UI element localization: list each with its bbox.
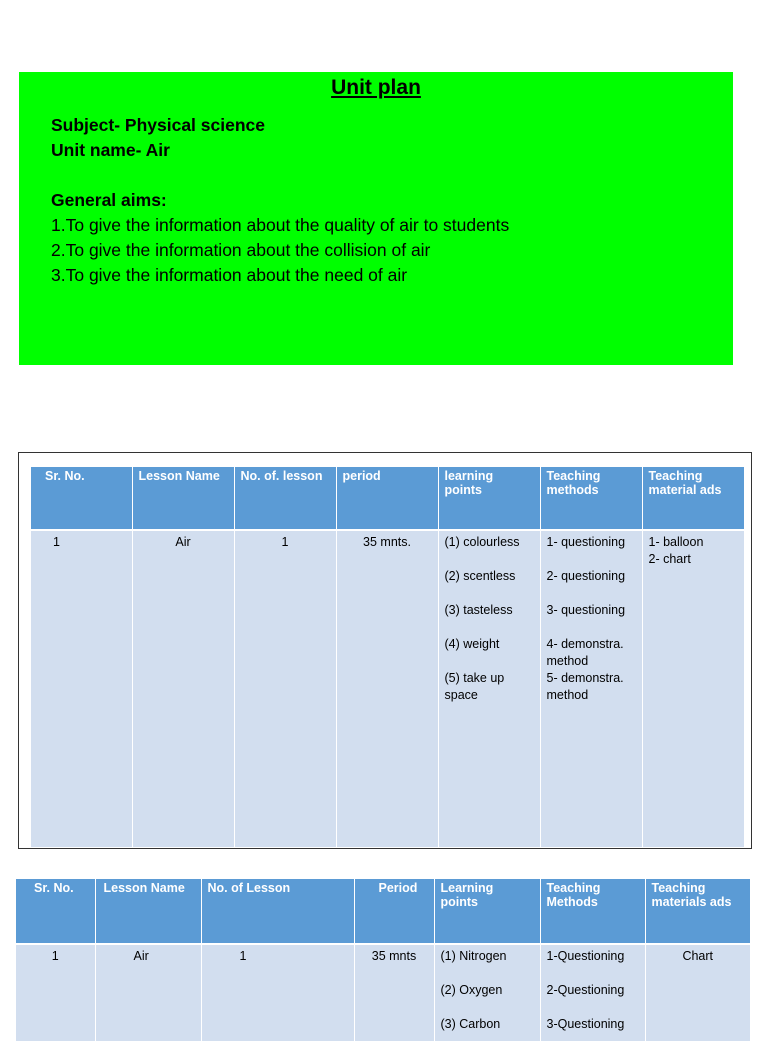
point-item: (5) take up space bbox=[444, 671, 505, 702]
method-item: 1-Questioning bbox=[546, 949, 625, 963]
header-cell: period bbox=[336, 467, 438, 530]
cell-lesson: Air bbox=[95, 944, 201, 1041]
method-item: 5- demonstra. method bbox=[546, 671, 624, 702]
cell-sr: 1 bbox=[16, 944, 95, 1041]
table-header-row bbox=[31, 467, 744, 530]
method-item: 2-Questioning bbox=[546, 983, 625, 997]
method-item: 1- questioning bbox=[546, 535, 626, 549]
header-cell: Sr. No. bbox=[16, 879, 95, 944]
table-header-row bbox=[16, 879, 750, 944]
aims-heading: General aims: bbox=[51, 190, 167, 210]
lesson-table-frame bbox=[18, 452, 752, 849]
method-item: 3-Questioning bbox=[546, 1017, 625, 1031]
method-item: 2- questioning bbox=[546, 569, 626, 583]
subject-line: Subject- Physical science bbox=[51, 115, 265, 135]
table-row bbox=[16, 944, 750, 1041]
point-item: (1) colourless bbox=[444, 535, 520, 549]
header-cell: Teaching material ads bbox=[642, 467, 744, 530]
header-cell: Teaching methods bbox=[540, 467, 642, 530]
cell-points bbox=[434, 944, 540, 1041]
point-item: (4) weight bbox=[444, 637, 500, 651]
aim-item: 2.To give the information about the collision of air bbox=[51, 240, 431, 260]
header-cell: Sr. No. bbox=[31, 467, 132, 530]
point-item: (1) Nitrogen bbox=[440, 949, 507, 963]
lesson-plan-table bbox=[31, 467, 744, 847]
cell-lesson: Air bbox=[132, 530, 234, 847]
header-cell: Lesson Name bbox=[132, 467, 234, 530]
cell-methods bbox=[540, 530, 642, 847]
cell-sr: 1 bbox=[31, 530, 132, 847]
cell-methods bbox=[540, 944, 645, 1041]
point-item: (2) Oxygen bbox=[440, 983, 503, 997]
unit-name-line: Unit name- Air bbox=[51, 140, 170, 160]
cell-num: 1 bbox=[201, 944, 354, 1041]
header-cell: Teaching Methods bbox=[540, 879, 645, 944]
point-item: (3) Carbon bbox=[440, 1017, 501, 1031]
cell-materials: Chart bbox=[645, 944, 750, 1041]
point-item: (3) tasteless bbox=[444, 603, 513, 617]
point-item: (2) scentless bbox=[444, 569, 516, 583]
unit-plan-title: Unit plan bbox=[331, 76, 421, 99]
lesson-plan-table-2 bbox=[16, 879, 750, 1041]
material-item: 1- balloon bbox=[648, 535, 704, 549]
cell-period: 35 mnts. bbox=[336, 530, 438, 847]
table-row bbox=[31, 530, 744, 847]
header-cell: Lesson Name bbox=[95, 879, 201, 944]
cell-num: 1 bbox=[234, 530, 336, 847]
header-cell: No. of Lesson bbox=[201, 879, 354, 944]
cell-period: 35 mnts bbox=[354, 944, 434, 1041]
header-cell: learning points bbox=[438, 467, 540, 530]
header-cell: Period bbox=[354, 879, 434, 944]
cell-materials bbox=[642, 530, 744, 847]
aim-item: 3.To give the information about the need of air bbox=[51, 265, 408, 285]
aim-item: 1.To give the information about the quality of air to students bbox=[51, 215, 510, 235]
header-cell: No. of. lesson bbox=[234, 467, 336, 530]
header-cell: Teaching materials ads bbox=[645, 879, 750, 944]
header-cell: Learning points bbox=[434, 879, 540, 944]
cell-points bbox=[438, 530, 540, 847]
material-item: 2- chart bbox=[648, 552, 691, 566]
unit-plan-panel bbox=[19, 72, 733, 365]
method-item: 4- demonstra. method bbox=[546, 637, 624, 668]
method-item: 3- questioning bbox=[546, 603, 626, 617]
